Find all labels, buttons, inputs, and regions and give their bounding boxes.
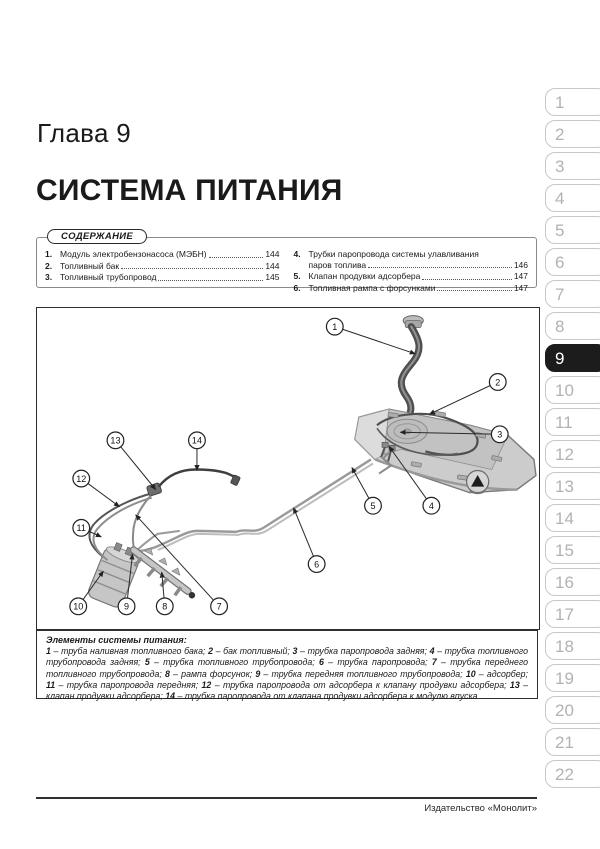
figure-caption (36, 630, 538, 702)
chapter-tab-8[interactable]: 8 (545, 312, 600, 340)
page-title: СИСТЕМА ПИТАНИЯ (36, 174, 343, 207)
callout-1 (326, 318, 415, 354)
callout-6 (294, 508, 325, 573)
chapter-tab-7[interactable]: 7 (545, 280, 600, 308)
svg-text:1: 1 (332, 321, 338, 332)
chapter-tab-2[interactable]: 2 (545, 120, 600, 148)
callout-14 (189, 432, 206, 471)
toc-item-1[interactable]: 1. Модуль электробензонасоса (МЭБН) 144 (45, 249, 280, 259)
svg-text:3: 3 (497, 429, 503, 440)
toc-item-6[interactable]: 6. Топливная рампа с форсунками 147 (293, 282, 528, 293)
chapter-tab-5[interactable]: 5 (545, 216, 600, 244)
callout-5 (352, 467, 381, 514)
chapter-tab-12[interactable]: 12 (545, 440, 600, 468)
svg-text:10: 10 (73, 601, 84, 612)
chapter-tab-18[interactable]: 18 (545, 632, 600, 660)
svg-text:2: 2 (495, 377, 501, 388)
vapor-pipe-to-intake-illustration (159, 470, 241, 487)
front-fuel-pipes-illustration (133, 496, 180, 554)
svg-text:14: 14 (191, 435, 202, 446)
chapter-tab-19[interactable]: 19 (545, 664, 600, 692)
toc-item-5[interactable]: 5. Клапан продувки адсорбера 147 (293, 271, 528, 281)
chapter-tab-16[interactable]: 16 (545, 568, 600, 596)
chapter-tab-4[interactable]: 4 (545, 184, 600, 212)
fuel-and-vapor-pipes-illustration (137, 450, 392, 551)
callout-12 (73, 470, 120, 507)
chapter-tab-15[interactable]: 15 (545, 536, 600, 564)
chapter-tab-22[interactable]: 22 (545, 760, 600, 788)
svg-text:9: 9 (124, 601, 130, 612)
fuel-tank-illustration (355, 409, 536, 494)
svg-text:12: 12 (76, 473, 87, 484)
callout-2 (429, 374, 506, 415)
publisher-footer: Издательство «Монолит» (36, 797, 537, 814)
chapter-tab-11[interactable]: 11 (545, 408, 600, 436)
svg-text:13: 13 (110, 435, 121, 446)
contents-column-left (45, 249, 280, 293)
svg-text:11: 11 (76, 523, 86, 534)
chapter-tab-14[interactable]: 14 (545, 504, 600, 532)
svg-text:8: 8 (162, 601, 168, 612)
chapter-tab-10[interactable]: 10 (545, 376, 600, 404)
svg-text:6: 6 (314, 559, 320, 570)
chapter-heading: Глава 9 (37, 118, 132, 148)
figure-caption-title: Элементы системы питания: (46, 635, 187, 645)
chapter-tab-3[interactable]: 3 (545, 152, 600, 180)
toc-item-4[interactable]: 4. Трубки паропровода системы улавливания паров топлива 146 (293, 249, 528, 270)
toc-item-2[interactable]: 2. Топливный бак 144 (45, 260, 280, 271)
fuel-system-diagram (36, 307, 540, 630)
figure-caption-text: 1 – труба наливная топливного бака; 2 – бак топливный; 3 – трубка паропровода задняя; 4 – трубка топливного трубопровода задняя; 5 – трубка топливного трубопровода; 6 – трубка паропровода; 7 – трубка переднего топливного трубопровода; 8 – рампа форсунок; 9 – трубка передняя топливного трубопровода; 10 – адсорбер; 11 – трубка паропровода передняя; 12 – трубка паропровода от адсорбера к клапану продувки адсорбера; 13 – клапан продувки адсорбера; 14 – трубка паропровода от клапана продувки адсорбера к модулю впуска (46, 646, 529, 702)
toc-item-3[interactable]: 3. Топливный трубопровод 145 (45, 272, 280, 282)
chapter-tab-21[interactable]: 21 (545, 728, 600, 756)
chapter-tab-17[interactable]: 17 (545, 600, 600, 628)
callout-13 (107, 432, 156, 490)
svg-text:5: 5 (370, 501, 376, 512)
fuel-rail-illustration (134, 548, 196, 599)
contents-header-tab: СОДЕРЖАНИЕ (47, 229, 147, 244)
svg-text:7: 7 (216, 601, 222, 612)
contents-box (36, 231, 537, 293)
chapter-tab-1[interactable]: 1 (545, 88, 600, 116)
chapter-tab-9[interactable]: 9 (545, 344, 600, 372)
svg-text:4: 4 (428, 501, 434, 512)
chapter-tab-13[interactable]: 13 (545, 472, 600, 500)
contents-column-right (294, 249, 529, 293)
chapter-tab-20[interactable]: 20 (545, 696, 600, 724)
chapter-tab-6[interactable]: 6 (545, 248, 600, 276)
